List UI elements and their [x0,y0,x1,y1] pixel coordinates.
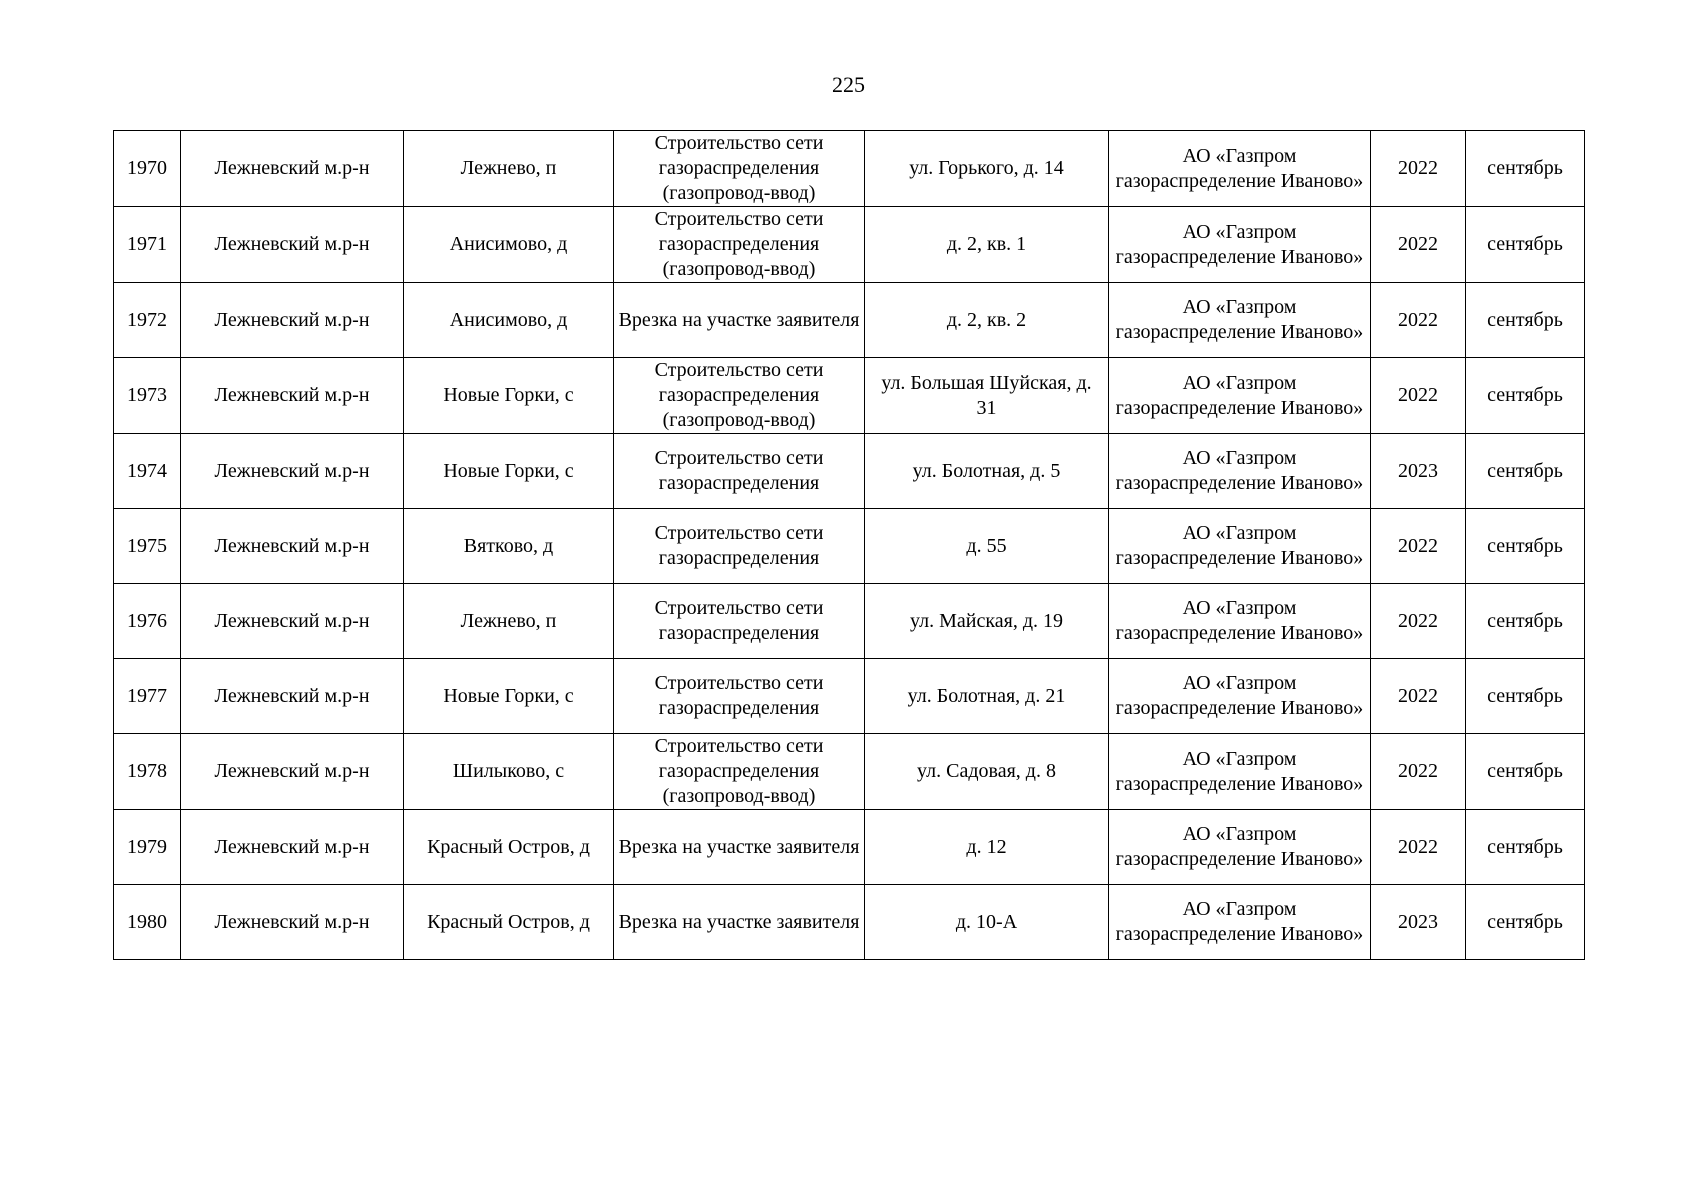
month-cell: сентябрь [1466,584,1585,659]
work-type-cell: Врезка на участке заявителя [614,885,865,960]
month-cell: сентябрь [1466,283,1585,358]
row-number-cell: 1974 [114,434,181,509]
address-cell: д. 2, кв. 1 [865,207,1109,283]
locality-cell: Анисимово, д [404,207,614,283]
locality-cell: Новые Горки, с [404,434,614,509]
address-cell: д. 55 [865,509,1109,584]
work-type-cell: Строительство сети газораспределения [614,584,865,659]
district-cell: Лежневский м.р-н [181,584,404,659]
district-cell: Лежневский м.р-н [181,358,404,434]
organization-cell: АО «Газпром газораспределение Иваново» [1109,584,1371,659]
month-cell: сентябрь [1466,509,1585,584]
district-cell: Лежневский м.р-н [181,207,404,283]
district-cell: Лежневский м.р-н [181,434,404,509]
organization-cell: АО «Газпром газораспределение Иваново» [1109,885,1371,960]
organization-cell: АО «Газпром газораспределение Иваново» [1109,283,1371,358]
organization-cell: АО «Газпром газораспределение Иваново» [1109,509,1371,584]
row-number-cell: 1975 [114,509,181,584]
work-type-cell: Строительство сети газораспределения [614,659,865,734]
row-number-cell: 1978 [114,734,181,810]
organization-cell: АО «Газпром газораспределение Иваново» [1109,434,1371,509]
locality-cell: Новые Горки, с [404,659,614,734]
row-number-cell: 1979 [114,810,181,885]
district-cell: Лежневский м.р-н [181,734,404,810]
gasification-schedule-table [113,130,1585,960]
work-type-cell: Врезка на участке заявителя [614,810,865,885]
year-cell: 2022 [1371,131,1466,207]
month-cell: сентябрь [1466,810,1585,885]
row-number-cell: 1970 [114,131,181,207]
year-cell: 2023 [1371,885,1466,960]
organization-cell: АО «Газпром газораспределение Иваново» [1109,734,1371,810]
work-type-cell: Строительство сети газораспределения [614,434,865,509]
locality-cell: Анисимово, д [404,283,614,358]
locality-cell: Шилыково, с [404,734,614,810]
month-cell: сентябрь [1466,207,1585,283]
district-cell: Лежневский м.р-н [181,659,404,734]
address-cell: ул. Болотная, д. 21 [865,659,1109,734]
work-type-cell: Строительство сети газораспределения (газопровод-ввод) [614,358,865,434]
work-type-cell: Строительство сети газораспределения [614,509,865,584]
year-cell: 2022 [1371,283,1466,358]
table-row [114,810,1585,885]
year-cell: 2022 [1371,358,1466,434]
table-row [114,885,1585,960]
locality-cell: Красный Остров, д [404,885,614,960]
district-cell: Лежневский м.р-н [181,509,404,584]
work-type-cell: Строительство сети газораспределения (газопровод-ввод) [614,734,865,810]
row-number-cell: 1971 [114,207,181,283]
address-cell: д. 10-А [865,885,1109,960]
address-cell: ул. Садовая, д. 8 [865,734,1109,810]
address-cell: ул. Горького, д. 14 [865,131,1109,207]
table-row [114,659,1585,734]
year-cell: 2022 [1371,584,1466,659]
year-cell: 2023 [1371,434,1466,509]
row-number-cell: 1977 [114,659,181,734]
work-type-cell: Врезка на участке заявителя [614,283,865,358]
year-cell: 2022 [1371,810,1466,885]
district-cell: Лежневский м.р-н [181,283,404,358]
district-cell: Лежневский м.р-н [181,131,404,207]
address-cell: ул. Большая Шуйская, д. 31 [865,358,1109,434]
year-cell: 2022 [1371,207,1466,283]
month-cell: сентябрь [1466,885,1585,960]
locality-cell: Лежнево, п [404,131,614,207]
year-cell: 2022 [1371,659,1466,734]
row-number-cell: 1976 [114,584,181,659]
address-cell: ул. Болотная, д. 5 [865,434,1109,509]
year-cell: 2022 [1371,734,1466,810]
organization-cell: АО «Газпром газораспределение Иваново» [1109,207,1371,283]
organization-cell: АО «Газпром газораспределение Иваново» [1109,810,1371,885]
address-cell: д. 2, кв. 2 [865,283,1109,358]
district-cell: Лежневский м.р-н [181,810,404,885]
table-row [114,734,1585,810]
organization-cell: АО «Газпром газораспределение Иваново» [1109,358,1371,434]
work-type-cell: Строительство сети газораспределения (газопровод-ввод) [614,207,865,283]
table-row [114,131,1585,207]
table-row [114,584,1585,659]
year-cell: 2022 [1371,509,1466,584]
row-number-cell: 1972 [114,283,181,358]
table-row [114,434,1585,509]
work-type-cell: Строительство сети газораспределения (газопровод-ввод) [614,131,865,207]
locality-cell: Красный Остров, д [404,810,614,885]
month-cell: сентябрь [1466,659,1585,734]
row-number-cell: 1973 [114,358,181,434]
row-number-cell: 1980 [114,885,181,960]
month-cell: сентябрь [1466,734,1585,810]
month-cell: сентябрь [1466,131,1585,207]
organization-cell: АО «Газпром газораспределение Иваново» [1109,659,1371,734]
page-number: 225 [832,72,865,97]
locality-cell: Новые Горки, с [404,358,614,434]
address-cell: ул. Майская, д. 19 [865,584,1109,659]
organization-cell: АО «Газпром газораспределение Иваново» [1109,131,1371,207]
table-row [114,509,1585,584]
table-row [114,358,1585,434]
locality-cell: Вятково, д [404,509,614,584]
address-cell: д. 12 [865,810,1109,885]
district-cell: Лежневский м.р-н [181,885,404,960]
table-row [114,283,1585,358]
month-cell: сентябрь [1466,434,1585,509]
month-cell: сентябрь [1466,358,1585,434]
locality-cell: Лежнево, п [404,584,614,659]
table-row [114,207,1585,283]
